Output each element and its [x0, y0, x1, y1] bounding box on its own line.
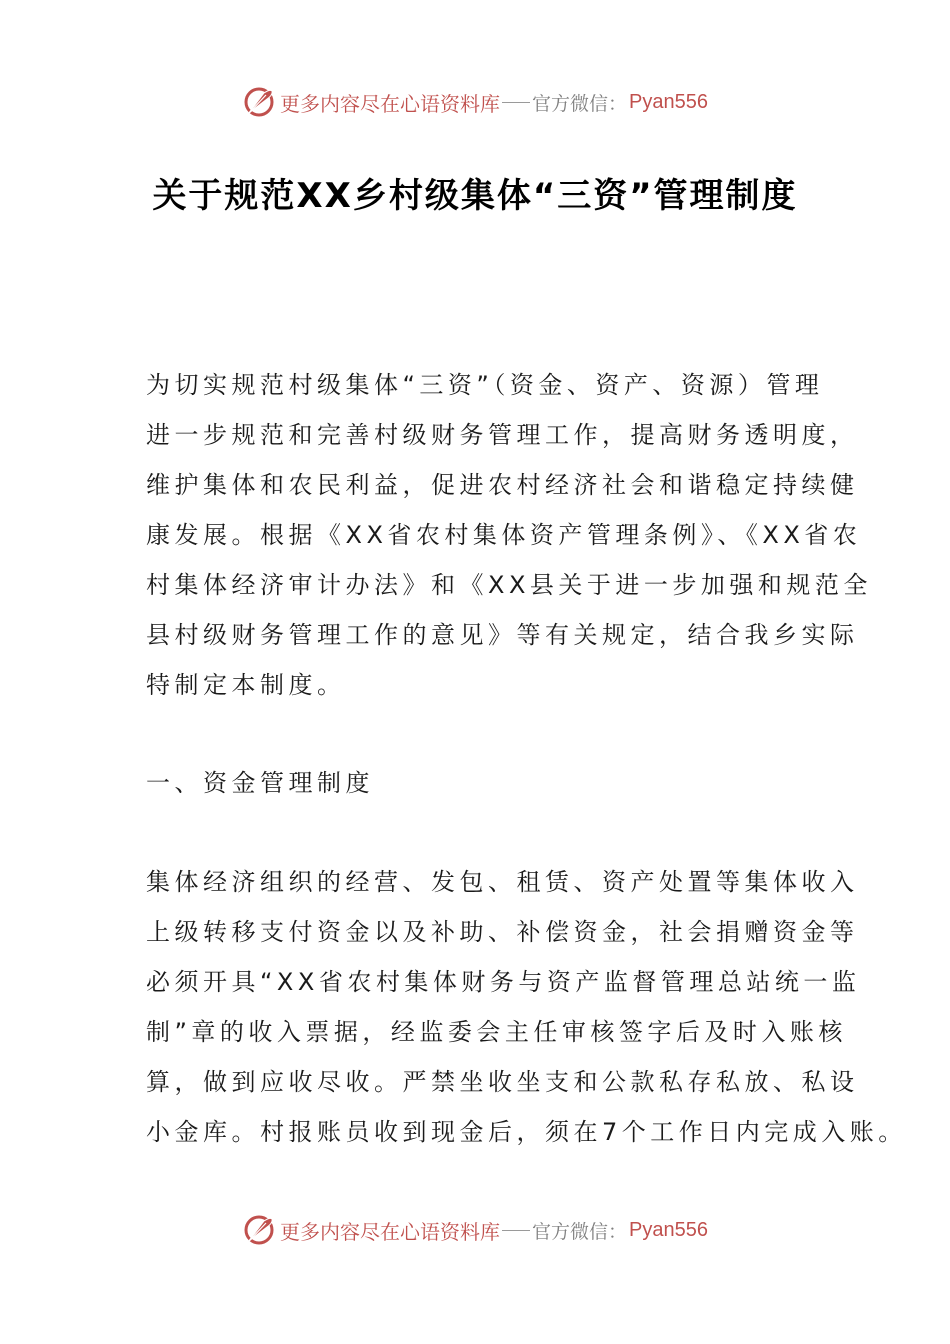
paragraph-line: 小金库。村报账员收到现金后，须在7个工作日内完成入账。 [146, 1118, 907, 1146]
paragraph-line: 为切实规范村级集体“三资”（资金、资产、资源）管理 [146, 371, 824, 399]
paragraph-line: 进一步规范和完善村级财务管理工作，提高财务透明度， [146, 421, 859, 449]
section-heading [146, 758, 816, 808]
feather-pen-circle-icon [242, 1213, 276, 1247]
paragraph-line: 村集体经济审计办法》和《XX县关于进一步加强和规范全 [146, 571, 872, 599]
watermark-banner-top [0, 82, 950, 122]
paragraph-line: 集体经济组织的经营、发包、租赁、资产处置等集体收入 [146, 868, 859, 896]
page-title: 关于规范XX乡村级集体“三资”管理制度 [152, 176, 798, 216]
watermark-divider [502, 1230, 530, 1231]
fund-management-paragraph [146, 857, 907, 1157]
watermark-wechat-id: Pyan556 [629, 90, 708, 113]
paragraph-line: 必须开具“XX省农村集体财务与资产监督管理总站统一监 [146, 968, 861, 996]
watermark-official-label: 官方微信： [532, 92, 628, 115]
watermark-brand: 更多内容尽在心语资料库 [280, 1219, 500, 1244]
paragraph-line: 维护集体和农民利益，促进农村经济社会和谐稳定持续健 [146, 471, 859, 499]
paragraph-line: 县村级财务管理工作的意见》等有关规定，结合我乡实际 [146, 621, 859, 649]
paragraph-line: 制”章的收入票据，经监委会主任审核签字后及时入账核 [146, 1018, 847, 1046]
intro-paragraph [146, 360, 872, 710]
watermark-wechat-id: Pyan556 [629, 1218, 708, 1241]
paragraph-line: 特制定本制度。 [146, 671, 346, 699]
feather-pen-circle-icon [242, 85, 276, 119]
watermark-brand: 更多内容尽在心语资料库 [280, 91, 500, 116]
section-heading-text: 一、资金管理制度 [146, 769, 374, 797]
paragraph-line: 康发展。根据《XX省农村集体资产管理条例》、《XX省农 [146, 521, 862, 549]
watermark-banner-bottom [0, 1210, 950, 1250]
watermark-official-label: 官方微信： [532, 1220, 628, 1243]
paragraph-line: 上级转移支付资金以及补助、补偿资金，社会捐赠资金等 [146, 918, 859, 946]
watermark-divider [502, 102, 530, 103]
paragraph-line: 算，做到应收尽收。严禁坐收坐支和公款私存私放、私设 [146, 1068, 859, 1096]
